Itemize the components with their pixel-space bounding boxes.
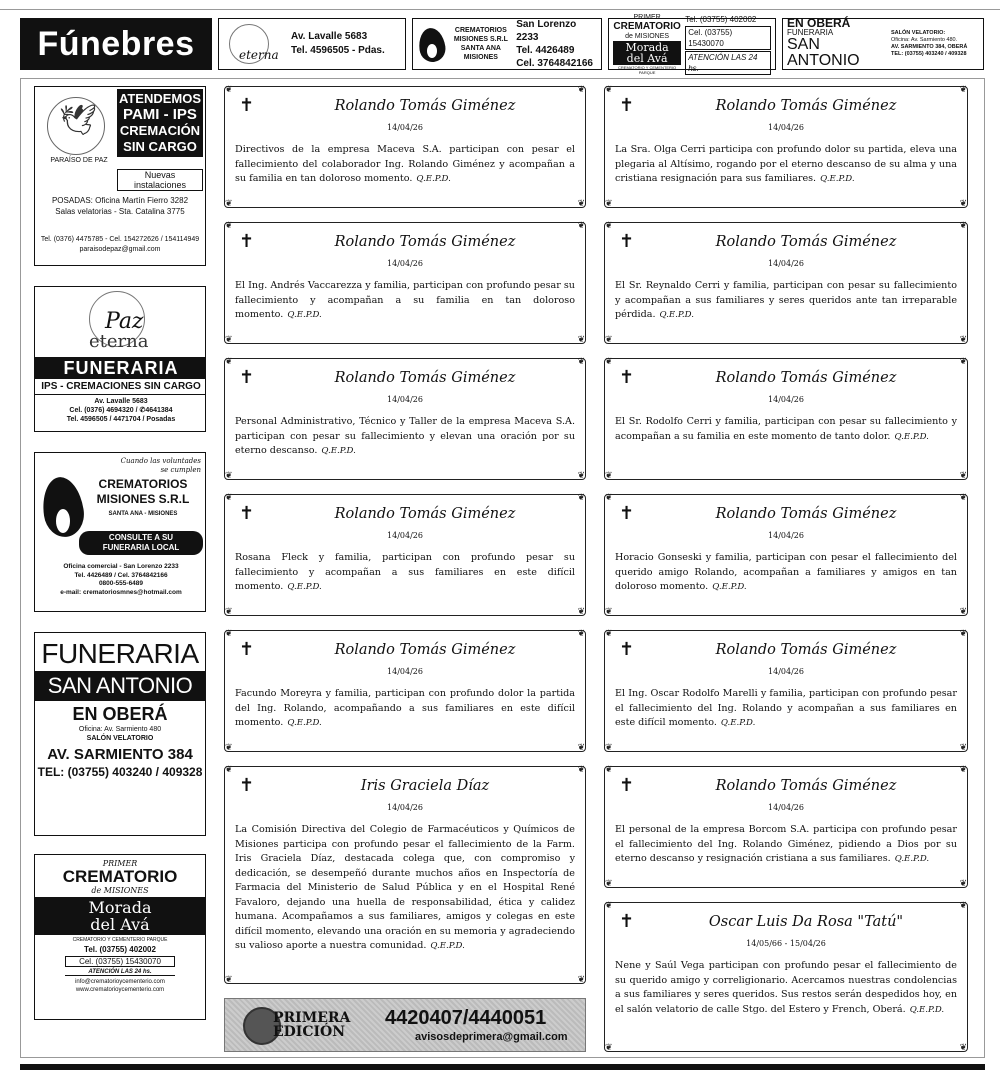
corner-ornament-icon: ❦: [959, 471, 967, 481]
corner-ornament-icon: ❦: [577, 357, 585, 367]
dove-logo-icon: 🕊 PARAÍSO DE PAZ: [41, 93, 113, 159]
obituary-date: 14/04/26: [387, 395, 423, 404]
cross-icon: ✝: [239, 95, 255, 116]
obituary-text: Horacio Gonseski y familia, participan con pesar el fallecimiento del querido amigo Rolando, acompañan a familiares y amigos en tan doloroso momento. Q.E.P.D.: [615, 552, 957, 592]
obituary-text: Personal Administrativo, Técnico y Taller de la empresa Maceva S.A. participan con pesar su fallecimiento y elevan una oración por su eterno descanso. Q.E.P.D.: [235, 416, 575, 456]
primera-edicion-logo: PRIMERA EDICIÓN: [243, 1007, 373, 1045]
deceased-name: Rolando Tomás Giménez: [334, 98, 516, 114]
cross-icon: ✝: [619, 911, 635, 932]
obituary-date: 14/05/66 - 15/04/26: [746, 939, 826, 948]
corner-ornament-icon: ❦: [605, 335, 613, 345]
obituary-text: Facundo Moreyra y familia, participan con profundo dolor la partida del Ing. Rolando, acompañando a sus familiares en este difícil momento. Q.E.P.D.: [235, 688, 575, 728]
paz-eterna-logo: eterna: [225, 22, 285, 66]
corner-ornament-icon: ❦: [577, 607, 585, 617]
corner-ornament-icon: ❦: [577, 85, 585, 95]
cross-icon: ✝: [239, 231, 255, 252]
cross-icon: ✝: [239, 503, 255, 524]
obituary-card: [604, 902, 968, 1052]
corner-ornament-icon: ❦: [605, 199, 613, 209]
page-bottom-rule: [20, 1064, 985, 1070]
obituary-text: La Comisión Directiva del Colegio de Farmacéuticos y Químicos de Misiones participa con profundo pesar el fallecimiento de la Farm. Iris Graciela Díaz, destacada colega que, con compromiso y dedicación, se desempeñó durante muchos años en Inspectoría de Farmacia del Ministerio de Salud Pública y en el Hospital René Favaloro, dejando una huella de responsabilidad, ética y calidez humana. Acompañamos a sus familiares, amigos y colegas en este difícil momento, elevando una oración en su memoria y agradeciendo su valioso aporte a nuestra comunidad. Q.E.P.D.: [235, 824, 575, 951]
deceased-name: Rolando Tomás Giménez: [715, 642, 897, 658]
corner-ornament-icon: ❦: [605, 743, 613, 753]
obituary-text: El personal de la empresa Borcom S.A. participa con profundo pesar el fallecimiento del Ing. Rolando Giménez, pidiendo a Dios por su eterno descanso y resignación cristiana a sus familiares. Q.E.P.D.: [615, 824, 957, 864]
ad-crematorio-morada-del-ava[interactable]: PRIMER CREMATORIO de MISIONES Morada del Avá CREMATORIO Y CEMENTERIO PARQUE Tel. (03755) 402002 Cel. (03755) 15430070 ATENCIÓN LAS 24 hs. info@crematorioycementerio.com www.crematorioycementerio.com: [34, 854, 206, 1020]
corner-ornament-icon: ❦: [959, 199, 967, 209]
header-ad-crematorios[interactable]: CREMATORIOS MISIONES S.R.L SANTA ANA MISIONES San Lorenzo 2233 Tel. 4426489 Cel. 3764842166: [412, 18, 602, 70]
obituary-text: El Sr. Rodolfo Cerri y familia, participan con pesar su fallecimiento y acompañan a su familia en este momento de tanto dolor. Q.E.P.D.: [615, 416, 957, 442]
corner-ornament-icon: ❦: [577, 493, 585, 503]
cross-icon: ✝: [619, 95, 635, 116]
obituary-text: El Sr. Reynaldo Cerri y familia, participan con pesar su fallecimiento y acompañan a sus familiares y seres queridos ante tan irreparable pérdida. Q.E.P.D.: [615, 280, 957, 320]
obituary-card: [224, 766, 586, 984]
deceased-name: Rolando Tomás Giménez: [715, 98, 897, 114]
cross-icon: ✝: [619, 503, 635, 524]
cross-icon: ✝: [239, 775, 255, 796]
ad-phone: Tel. 4596505 - Pdas.: [291, 45, 385, 56]
corner-ornament-icon: ❦: [605, 85, 613, 95]
ad-paz-eterna[interactable]: Paz eterna FUNERARIA IPS - CREMACIONES SIN CARGO Av. Lavalle 5683 Cel. (0376) 4694320 / ✆4641384 Tel. 4596505 / 4471704 / Posadas: [34, 286, 206, 432]
corner-ornament-icon: ❦: [605, 879, 613, 889]
cross-icon: ✝: [619, 367, 635, 388]
deceased-name: Oscar Luis Da Rosa "Tatú": [708, 914, 904, 930]
obituary-date: 14/04/26: [387, 531, 423, 540]
corner-ornament-icon: ❦: [605, 221, 613, 231]
ad-paraiso-de-paz[interactable]: 🕊 PARAÍSO DE PAZ ATENDEMOS PAMI - IPS CREMACIÓN SIN CARGO Nuevas instalaciones POSADAS: Oficina Martín Fierro 3282 Salas velatorias - Sta. Catalina 3775 Tel. (0376) 4475785 - Cel. 154272626 / 154114949 paraisodepaz@gmail.com: [34, 86, 206, 266]
corner-ornament-icon: ❦: [959, 493, 967, 503]
corner-ornament-icon: ❦: [225, 335, 233, 345]
corner-ornament-icon: ❦: [605, 471, 613, 481]
ad-funeraria-san-antonio[interactable]: FUNERARIA SAN ANTONIO EN OBERÁ Oficina: Av. Sarmiento 480 SALÓN VELATORIO AV. SARMIENTO 384 TEL: (03755) 403240 / 409328: [34, 632, 206, 836]
obituary-date: 14/04/26: [387, 123, 423, 132]
obituary-card: [604, 86, 968, 208]
obituary-date: 14/04/26: [768, 395, 804, 404]
page-top-rule: [0, 0, 1000, 10]
deceased-name: Rolando Tomás Giménez: [715, 234, 897, 250]
section-title: Fúnebres: [20, 18, 212, 70]
deceased-name: Rolando Tomás Giménez: [334, 370, 516, 386]
obituary-text: La Sra. Olga Cerri participa con profundo dolor su partida, eleva una plegaria al Altísimo, rogando por el eterno descanso de su alma y una cristiana resignación para sus familiares. Q.E.P.D.: [615, 144, 957, 184]
corner-ornament-icon: ❦: [605, 493, 613, 503]
corner-ornament-icon: ❦: [959, 879, 967, 889]
obituary-text: Nene y Saúl Vega participan con profundo pesar el fallecimiento de su querido amigo y correligionario. Acercamos nuestras condolencias a sus familiares y seres queridos. Sus restos serán despedidos hoy, en el salón velatorio de calle Stgo. del Estero y French, Oberá. Q.E.P.D.: [615, 960, 957, 1015]
cross-icon: ✝: [619, 639, 635, 660]
corner-ornament-icon: ❦: [959, 607, 967, 617]
corner-ornament-icon: ❦: [225, 493, 233, 503]
corner-ornament-icon: ❦: [577, 199, 585, 209]
ad-crematorios-misiones[interactable]: Cuando las voluntades se cumplen CREMATORIOS MISIONES S.R.L SANTA ANA - MISIONES CONSULTE A SU FUNERARIA LOCAL Oficina comercial - San Lorenzo 2233 Tel. 4426489 / Cel. 3764842166 0800-555-6489 e-mail: crematoriosmnes@hotmail.com: [34, 452, 206, 612]
deceased-name: Rolando Tomás Giménez: [715, 370, 897, 386]
obituary-date: 14/04/26: [387, 803, 423, 812]
cross-icon: ✝: [619, 231, 635, 252]
obituary-card: [604, 358, 968, 480]
paz-eterna-logo: Paz eterna: [71, 291, 171, 355]
obituary-date: 14/04/26: [768, 123, 804, 132]
obituary-text: Directivos de la empresa Maceva S.A. participan con pesar el fallecimiento del colaborador Ing. Rolando Giménez y acompañan a su familia en tan doloroso momento. Q.E.P.D.: [235, 144, 575, 184]
section-header: [20, 14, 985, 75]
obituary-text: El Ing. Oscar Rodolfo Marelli y familia, participan con profundo pesar el fallecimiento del Ing. Rolando y acompañan a sus familiares en este difícil momento. Q.E.P.D.: [615, 688, 957, 728]
deceased-name: Rolando Tomás Giménez: [334, 506, 516, 522]
corner-ornament-icon: ❦: [577, 765, 585, 775]
corner-ornament-icon: ❦: [605, 901, 613, 911]
corner-ornament-icon: ❦: [225, 743, 233, 753]
obituary-card: [224, 222, 586, 344]
corner-ornament-icon: ❦: [577, 975, 585, 985]
ad-address: Av. Lavalle 5683: [291, 31, 368, 42]
obituary-date: 14/04/26: [387, 667, 423, 676]
corner-ornament-icon: ❦: [959, 357, 967, 367]
header-ad-paz-eterna[interactable]: [218, 18, 406, 70]
deceased-name: Rolando Tomás Giménez: [334, 642, 516, 658]
header-ad-morada-del-ava[interactable]: PRIMER CREMATORIO de MISIONES Morada del Avá CREMATORIO Y CEMENTERIO PARQUE Tel. (03755) 402002 Cel. (03755) 15430070 ATENCIÓN LAS 24 hs.: [608, 18, 776, 70]
obituary-card: [224, 494, 586, 616]
corner-ornament-icon: ❦: [225, 199, 233, 209]
corner-ornament-icon: ❦: [225, 629, 233, 639]
obituary-date: 14/04/26: [768, 667, 804, 676]
flame-icon: [41, 475, 85, 539]
obituary-text: El Ing. Andrés Vaccarezza y familia, participan con profundo pesar su fallecimiento y acompañan a su familia en tan doloroso momento. Q.E.P.D.: [235, 280, 575, 320]
corner-ornament-icon: ❦: [225, 975, 233, 985]
corner-ornament-icon: ❦: [605, 607, 613, 617]
header-ad-san-antonio[interactable]: EN OBERÁ FUNERARIA SAN ANTONIO SALÓN VELATORIO: Oficina: Av. Sarmiento 480. AV. SARMIENTO 384, OBERÁ TEL: (03755) 403240 / 409328: [782, 18, 984, 70]
corner-ornament-icon: ❦: [577, 743, 585, 753]
obituary-card: [224, 86, 586, 208]
obituary-card: [224, 630, 586, 752]
corner-ornament-icon: ❦: [577, 629, 585, 639]
cross-icon: ✝: [239, 639, 255, 660]
deceased-name: Rolando Tomás Giménez: [715, 778, 897, 794]
corner-ornament-icon: ❦: [225, 765, 233, 775]
corner-ornament-icon: ❦: [959, 629, 967, 639]
deceased-name: Rolando Tomás Giménez: [715, 506, 897, 522]
corner-ornament-icon: ❦: [577, 221, 585, 231]
corner-ornament-icon: ❦: [225, 471, 233, 481]
corner-ornament-icon: ❦: [577, 471, 585, 481]
flame-icon: [417, 24, 446, 64]
corner-ornament-icon: ❦: [959, 335, 967, 345]
obituary-card: [604, 494, 968, 616]
obituary-date: 14/04/26: [768, 531, 804, 540]
corner-ornament-icon: ❦: [577, 335, 585, 345]
corner-ornament-icon: ❦: [959, 765, 967, 775]
corner-ornament-icon: ❦: [605, 765, 613, 775]
obituary-date: 14/04/26: [768, 803, 804, 812]
obituary-text: Rosana Fleck y familia, participan con profundo pesar su fallecimiento y acompañan a sus familiares en este difícil momento. Q.E.P.D.: [235, 552, 575, 592]
obituary-card: [604, 222, 968, 344]
deceased-name: Iris Graciela Díaz: [360, 778, 490, 794]
corner-ornament-icon: ❦: [225, 357, 233, 367]
cross-icon: ✝: [239, 367, 255, 388]
primera-phone: 4420407/4440051: [385, 1007, 547, 1029]
corner-ornament-icon: ❦: [605, 357, 613, 367]
deceased-name: Rolando Tomás Giménez: [334, 234, 516, 250]
corner-ornament-icon: ❦: [959, 901, 967, 911]
corner-ornament-icon: ❦: [225, 221, 233, 231]
primera-email: avisosdeprimera@gmail.com: [415, 1031, 568, 1043]
corner-ornament-icon: ❦: [225, 607, 233, 617]
obituary-date: 14/04/26: [768, 259, 804, 268]
corner-ornament-icon: ❦: [959, 85, 967, 95]
obituary-card: [604, 630, 968, 752]
corner-ornament-icon: ❦: [959, 743, 967, 753]
obituary-card: [224, 358, 586, 480]
cross-icon: ✝: [619, 775, 635, 796]
corner-ornament-icon: ❦: [225, 85, 233, 95]
corner-ornament-icon: ❦: [959, 1043, 967, 1053]
obituary-date: 14/04/26: [387, 259, 423, 268]
obituary-card: [604, 766, 968, 888]
corner-ornament-icon: ❦: [605, 1043, 613, 1053]
corner-ornament-icon: ❦: [959, 221, 967, 231]
corner-ornament-icon: ❦: [605, 629, 613, 639]
ad-primera-edicion[interactable]: [224, 998, 586, 1052]
